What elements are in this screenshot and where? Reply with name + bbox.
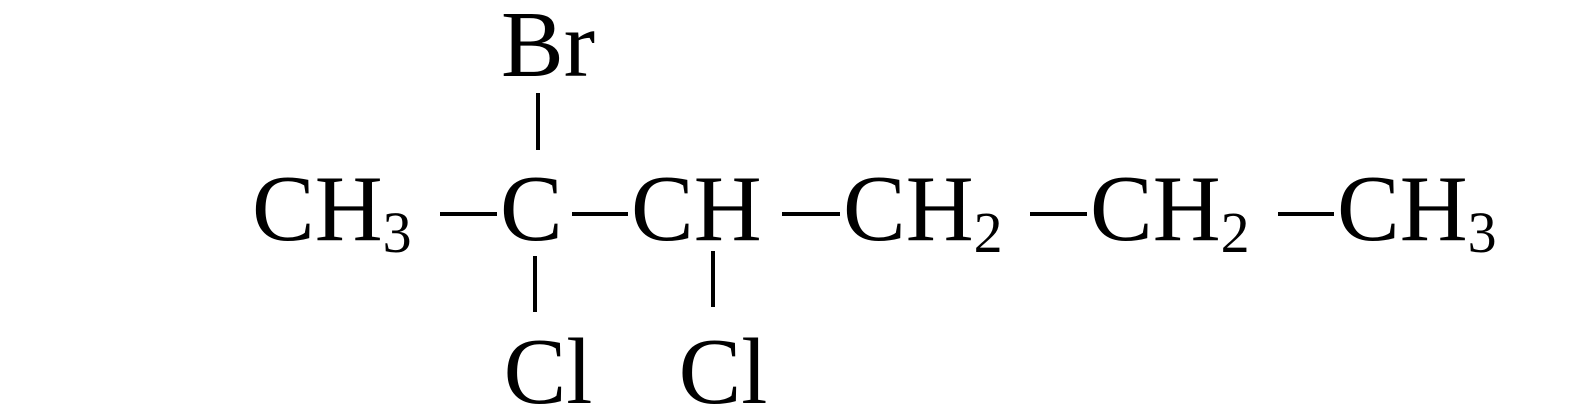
- chain-group-4: [843, 157, 1003, 265]
- chain-group-3: [631, 157, 762, 261]
- chain-group-3-main: CH: [631, 157, 762, 261]
- chain-group-1: [252, 157, 412, 265]
- chain-group-6-subscript: 3: [1467, 200, 1497, 265]
- chain-group-4-subscript: 2: [973, 200, 1003, 265]
- substituent-bromine: Br: [501, 0, 595, 97]
- chain-group-1-subscript: 3: [382, 200, 412, 265]
- chain-group-5: [1090, 157, 1250, 265]
- chain-group-2: [500, 157, 563, 261]
- chain-group-4-main: CH: [843, 157, 974, 261]
- substituent-chlorine-2: Cl: [678, 320, 768, 414]
- chain-group-5-main: CH: [1090, 157, 1221, 261]
- chain-group-6: [1337, 157, 1497, 265]
- chain-group-1-main: CH: [252, 157, 383, 261]
- chain-group-5-subscript: 2: [1220, 200, 1250, 265]
- chain-group-2-main: C: [500, 157, 563, 261]
- substituent-chlorine-1: Cl: [503, 320, 593, 414]
- chain-group-6-main: CH: [1337, 157, 1468, 261]
